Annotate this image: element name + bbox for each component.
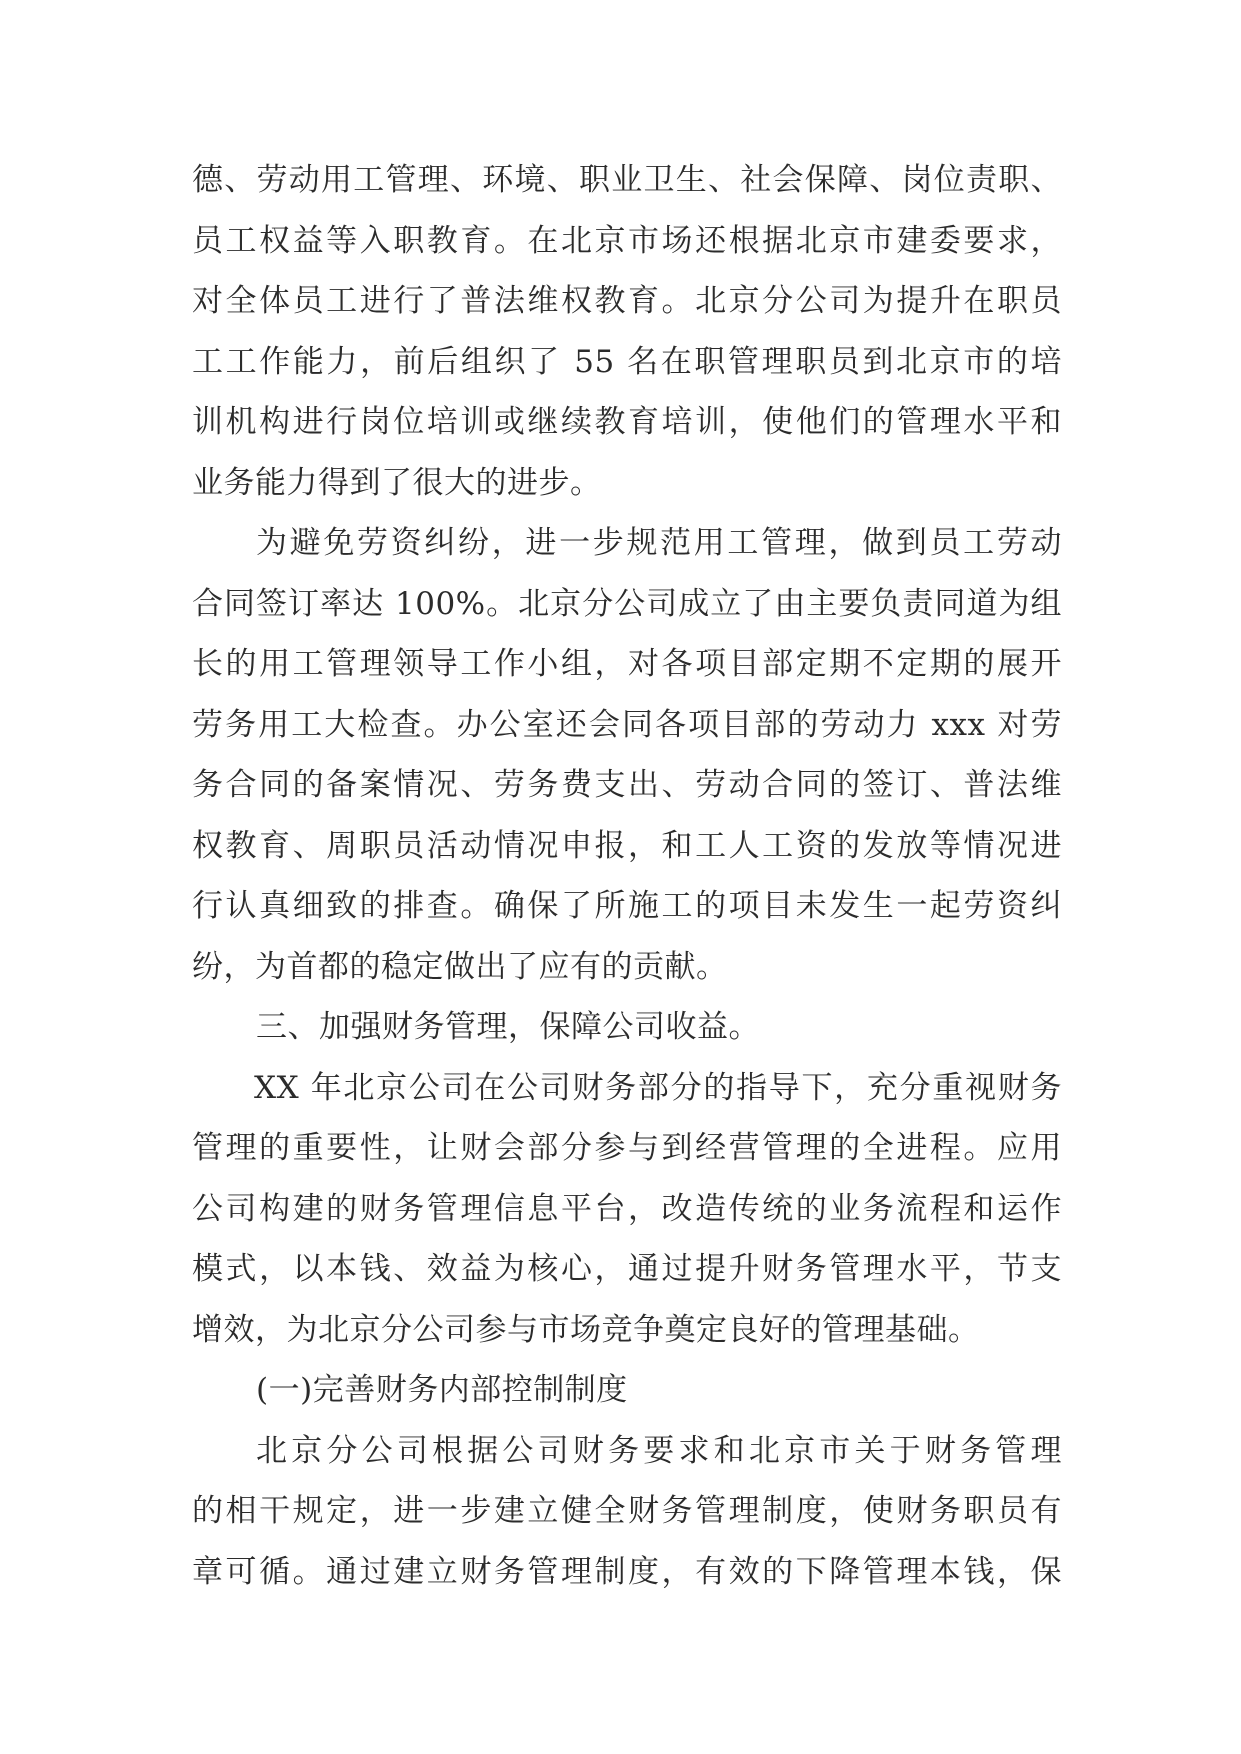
text-line: 公司构建的财务管理信息平台，改造传统的业务流程和运作 <box>192 1190 1062 1227</box>
text-line: 德、劳动用工管理、环境、职业卫生、社会保障、岗位责职、 <box>192 162 1062 198</box>
text-line: 的相干规定，进一步建立健全财务管理制度，使财务职员有 <box>192 1493 1062 1529</box>
text-line: 训机构进行岗位培训或继续教育培训，使他们的管理水平和 <box>192 404 1062 440</box>
paragraph-start-line: XX 年北京公司在公司财务部分的指导下，充分重视财务 <box>254 1069 1062 1106</box>
text-line: 员工权益等入职教育。在北京市场还根据北京市建委要求， <box>192 222 1062 259</box>
text-line: 工工作能力，前后组织了 55 名在职管理职员到北京市的培 <box>192 343 1062 380</box>
text-line: 纷，为首都的稳定做出了应有的贡献。 <box>192 948 728 985</box>
text-line: 行认真细致的排查。确保了所施工的项目未发生一起劳资纠 <box>192 888 1062 924</box>
text-line: 增效，为北京分公司参与市场竞争奠定良好的管理基础。 <box>192 1311 980 1348</box>
text-line: 模式，以本钱、效益为核心，通过提升财务管理水平，节支 <box>192 1251 1062 1287</box>
text-line: 劳务用工大检查。办公室还会同各项目部的劳动力 xxx 对劳 <box>192 706 1062 743</box>
text-line: 权教育、周职员活动情况申报，和工人工资的发放等情况进 <box>192 827 1062 864</box>
text-line: 管理的重要性，让财会部分参与到经营管理的全进程。应用 <box>192 1130 1062 1166</box>
text-line: 对全体员工进行了普法维权教育。北京分公司为提升在职员 <box>192 283 1062 319</box>
text-line: 长的用工管理领导工作小组，对各项目部定期不定期的展开 <box>192 646 1062 682</box>
text-line: 业务能力得到了很大的进步。 <box>192 464 602 501</box>
text-line: 合同签订率达 100%。北京分公司成立了由主要负责同道为组 <box>192 585 1062 622</box>
body-text <box>192 150 1062 1602</box>
text-line: 章可循。通过建立财务管理制度，有效的下降管理本钱，保 <box>192 1553 1062 1590</box>
section-heading: 三、加强财务管理，保障公司收益。 <box>256 1009 760 1045</box>
paragraph-start-line: 为避免劳资纠纷，进一步规范用工管理，做到员工劳动 <box>256 525 1062 561</box>
text-line: 务合同的备案情况、劳务费支出、劳动合同的签订、普法维 <box>192 767 1062 803</box>
paragraph-start-line: 北京分公司根据公司财务要求和北京市关于财务管理 <box>256 1432 1062 1469</box>
subsection-heading: (一)完善财务内部控制制度 <box>256 1372 628 1408</box>
